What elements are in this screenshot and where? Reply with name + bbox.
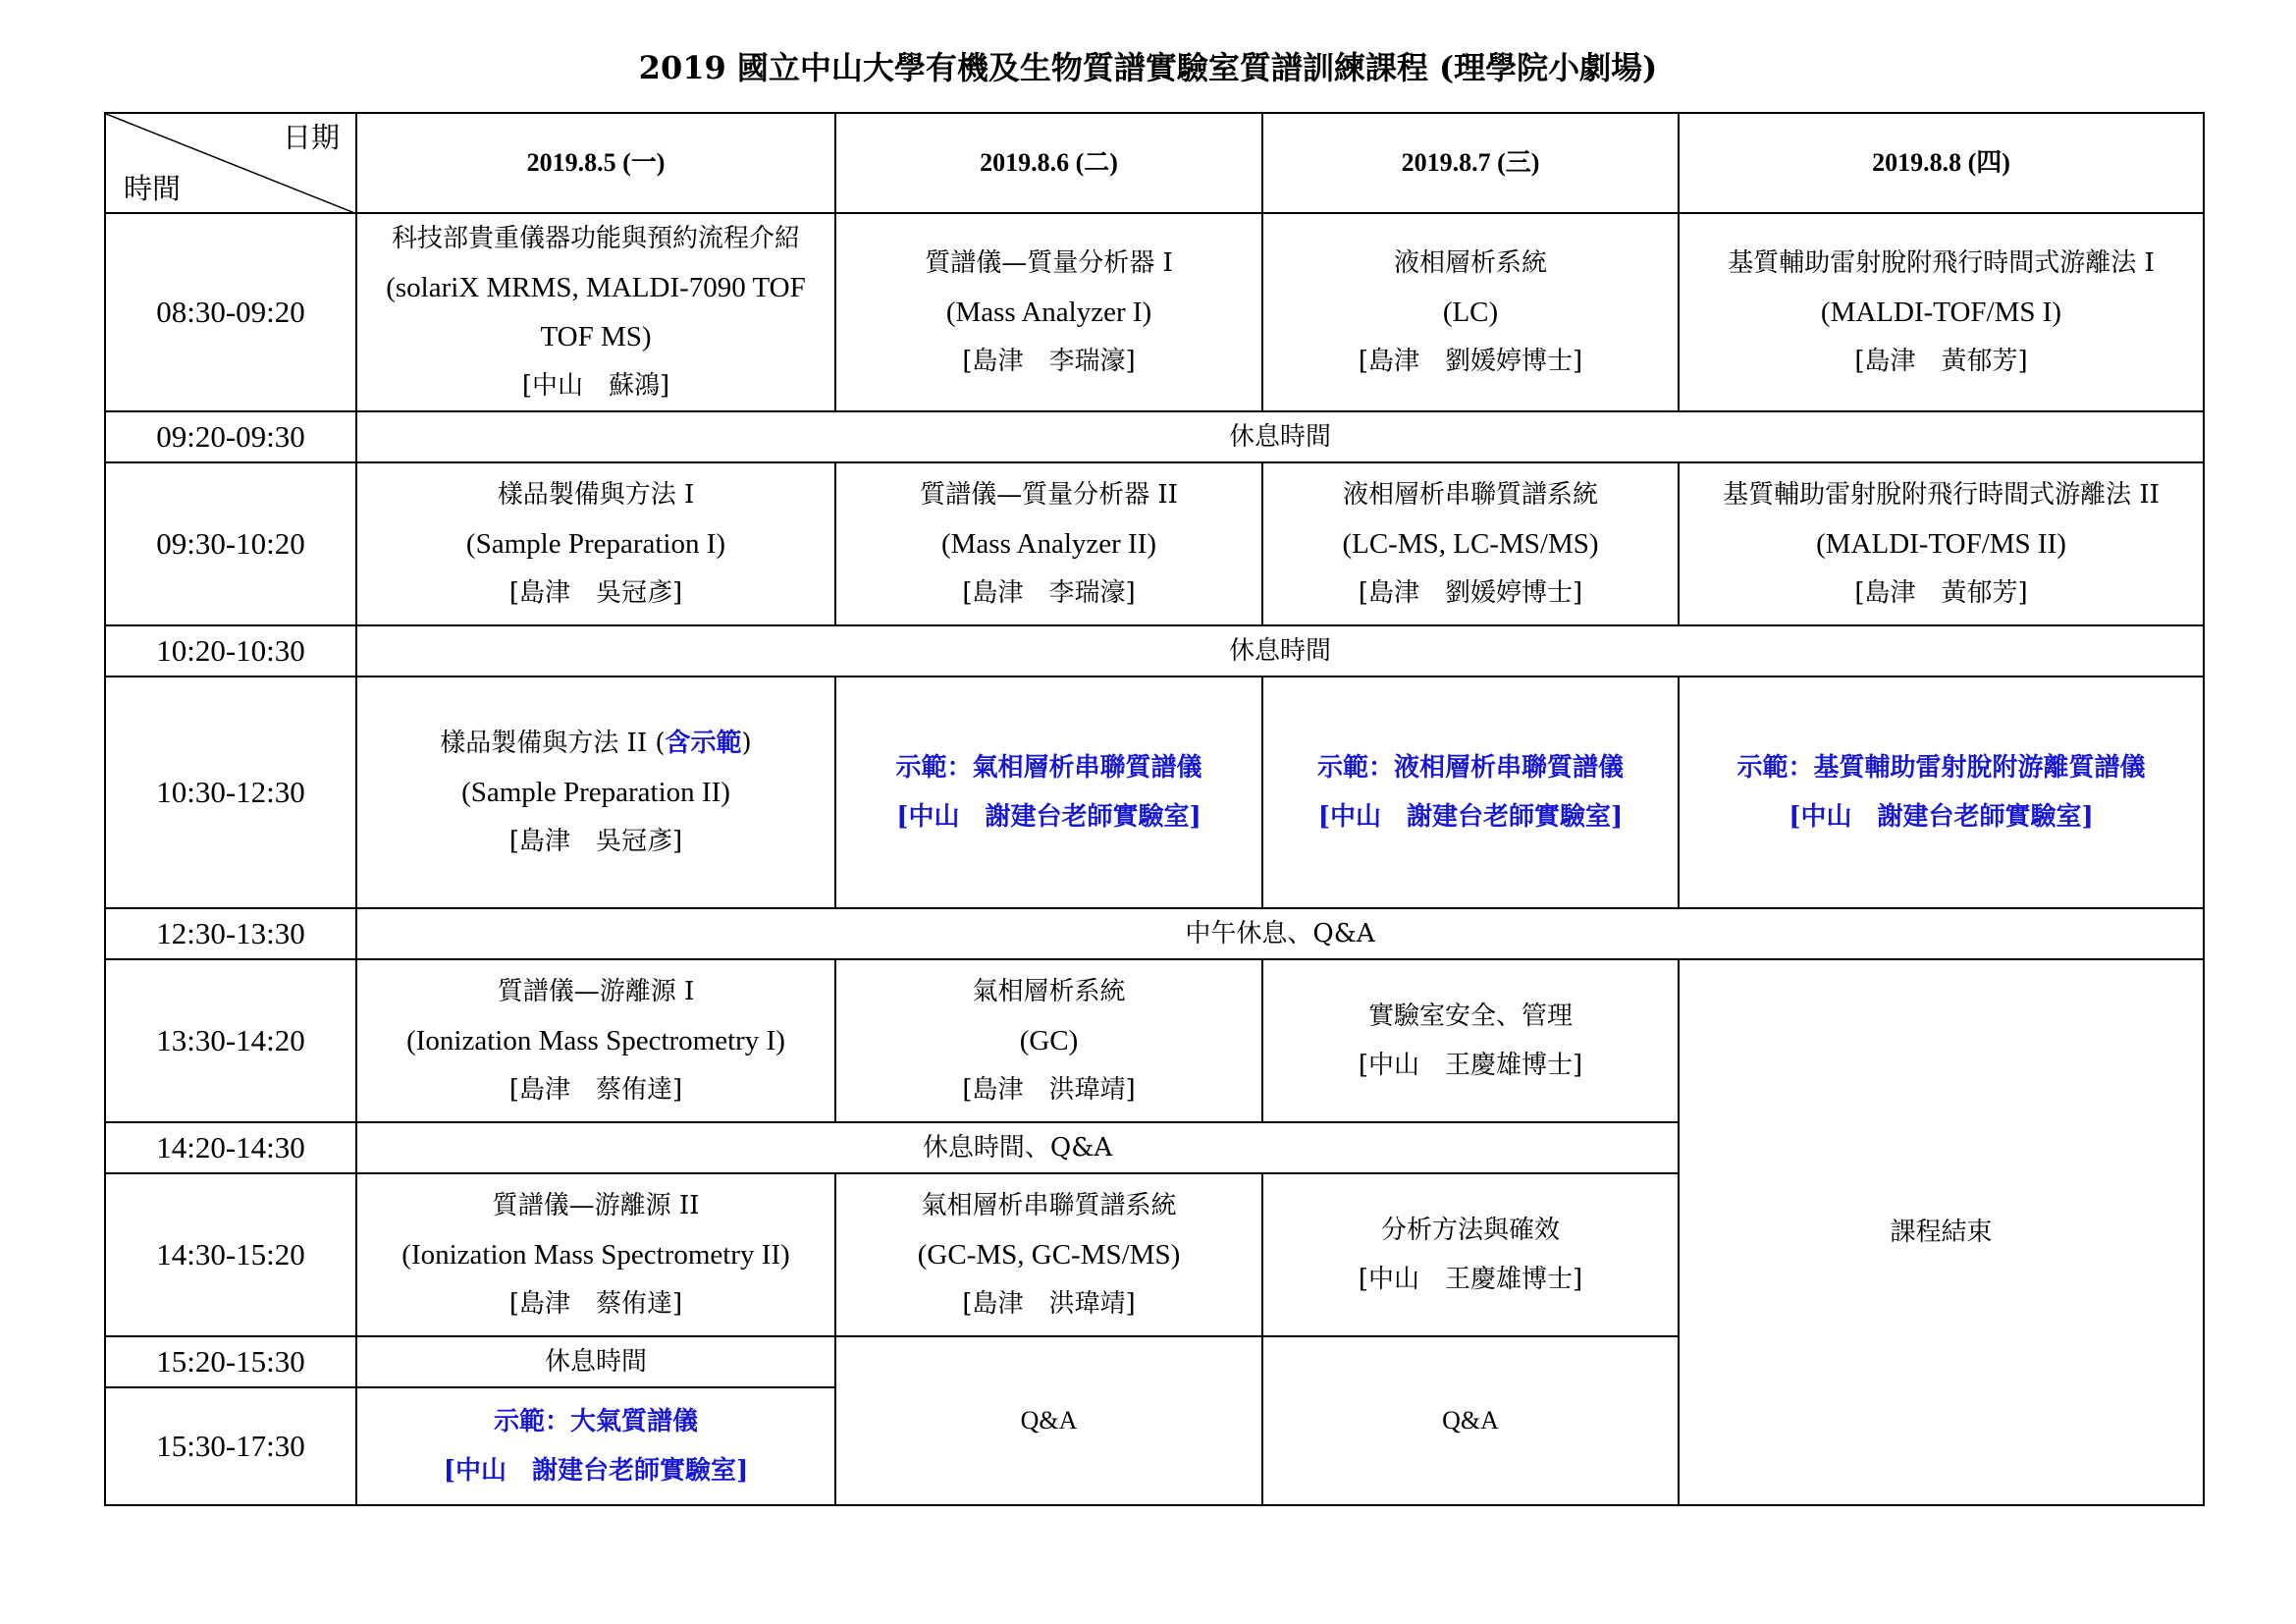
session-cell <box>835 1173 1262 1336</box>
session-cell <box>835 959 1262 1122</box>
time-cell: 10:30-12:30 <box>105 677 356 908</box>
time-cell: 15:20-15:30 <box>105 1336 356 1387</box>
session-cell <box>356 677 835 908</box>
session-cell <box>1262 462 1679 625</box>
course-title: 質譜儀—質量分析器 I <box>925 248 1173 278</box>
time-cell: 09:30-10:20 <box>105 462 356 625</box>
time-cell: 15:30-17:30 <box>105 1387 356 1505</box>
course-title: 實驗室安全、管理 <box>1367 1001 1573 1031</box>
schedule-table <box>104 112 2205 1506</box>
day-header: 2019.8.6 (二) <box>835 113 1262 213</box>
break-cell: 休息時間 <box>356 411 2204 462</box>
qa-cell: Q&A <box>835 1336 1262 1505</box>
course-subtitle: (Mass Analyzer I) <box>945 297 1152 328</box>
course-speaker: [島津 洪瑋靖] <box>962 1289 1136 1319</box>
lunch-cell: 中午休息、Q&A <box>356 908 2204 959</box>
day-header: 2019.8.7 (三) <box>1262 113 1679 213</box>
course-speaker: [島津 黃郁芳] <box>1854 578 2028 608</box>
course-subtitle: (LC-MS, LC-MS/MS) <box>1342 528 1599 560</box>
course-title-suffix: ) <box>741 729 752 758</box>
course-title: 樣品製備與方法 I <box>497 480 695 510</box>
session-cell <box>835 213 1262 411</box>
course-subtitle: (LC) <box>1442 297 1499 328</box>
demo-highlight: 含示範 <box>665 729 742 758</box>
session-cell <box>356 959 835 1122</box>
session-cell <box>356 213 835 411</box>
demo-cell <box>1262 677 1679 908</box>
time-header-label: 時間 <box>124 172 182 205</box>
course-subtitle: (Sample Preparation I) <box>465 528 726 560</box>
course-title: 質譜儀—游離源 I <box>497 977 695 1006</box>
session-cell <box>356 462 835 625</box>
course-subtitle: (Mass Analyzer II) <box>940 528 1157 560</box>
course-title: 基質輔助雷射脫附飛行時間式游離法 II <box>1723 480 2160 510</box>
course-speaker: [島津 李瑞濠] <box>962 578 1136 608</box>
session-cell <box>1262 1173 1679 1336</box>
time-cell: 09:20-09:30 <box>105 411 356 462</box>
break-cell: 休息時間 <box>356 625 2204 677</box>
session-row <box>105 462 2204 625</box>
break-row <box>105 411 2204 462</box>
course-speaker: [中山 蘇鴻] <box>521 371 670 401</box>
demo-cell <box>835 677 1262 908</box>
demo-location: [中山 謝建台老師實驗室] <box>1317 802 1624 832</box>
session-cell <box>356 1173 835 1336</box>
course-speaker: [島津 黃郁芳] <box>1854 347 2028 376</box>
day-header: 2019.8.5 (一) <box>356 113 835 213</box>
course-title: 氣相層析串聯質譜系統 <box>921 1191 1177 1220</box>
break-row <box>105 625 2204 677</box>
break-row <box>105 908 2204 959</box>
course-subtitle: (solariX MRMS, MALDI-7090 TOF <box>386 272 806 303</box>
course-speaker: [島津 蔡侑達] <box>508 1289 683 1319</box>
demo-location: [中山 謝建台老師實驗室] <box>896 802 1201 832</box>
course-speaker: [島津 洪瑋靖] <box>962 1075 1136 1105</box>
time-cell: 08:30-09:20 <box>105 213 356 411</box>
course-title: 質譜儀—質量分析器 II <box>920 480 1178 510</box>
course-title: 質譜儀—游離源 II <box>492 1191 700 1220</box>
time-cell: 13:30-14:20 <box>105 959 356 1122</box>
course-subtitle: (Ionization Mass Spectrometry I) <box>406 1025 785 1056</box>
course-speaker: [中山 王慶雄博士] <box>1358 1265 1583 1294</box>
time-cell: 10:20-10:30 <box>105 625 356 677</box>
time-cell: 14:20-14:30 <box>105 1122 356 1173</box>
demo-location: [中山 謝建台老師實驗室] <box>1789 802 2094 832</box>
session-cell <box>1679 462 2204 625</box>
course-subtitle: (Sample Preparation II) <box>461 777 730 808</box>
course-speaker: [島津 李瑞濠] <box>962 347 1136 376</box>
corner-cell <box>105 113 356 213</box>
course-title: 氣相層析系統 <box>972 977 1126 1006</box>
time-cell: 12:30-13:30 <box>105 908 356 959</box>
demo-title: 示範：液相層析串聯質譜儀 <box>1316 753 1624 783</box>
demo-title: 示範：氣相層析串聯質譜儀 <box>895 753 1202 783</box>
course-subtitle: (Ionization Mass Spectrometry II) <box>401 1239 790 1271</box>
course-speaker: [島津 劉媛婷博士] <box>1358 578 1583 608</box>
course-subtitle: (GC-MS, GC-MS/MS) <box>917 1239 1181 1271</box>
header-row <box>105 113 2204 213</box>
course-speaker: [島津 吳冠彥] <box>508 578 683 608</box>
page-title: 2019 國立中山大學有機及生物質譜實驗室質譜訓練課程 (理學院小劇場) <box>638 49 1658 86</box>
break-cell: 休息時間、Q&A <box>356 1122 1679 1173</box>
course-title-text: 樣品製備與方法 II ( <box>440 729 666 758</box>
date-header-label: 日期 <box>282 121 340 154</box>
session-cell <box>835 462 1262 625</box>
demo-location: [中山 謝建台老師實驗室] <box>443 1456 749 1486</box>
course-title: 科技部貴重儀器功能與預約流程介紹 <box>391 224 800 253</box>
course-subtitle: (MALDI-TOF/MS I) <box>1820 297 2062 328</box>
demo-cell <box>1679 677 2204 908</box>
time-cell: 14:30-15:20 <box>105 1173 356 1336</box>
course-speaker: [島津 劉媛婷博士] <box>1358 347 1583 376</box>
course-end-cell: 課程結束 <box>1679 959 2204 1505</box>
course-speaker: [中山 王慶雄博士] <box>1358 1051 1583 1080</box>
session-row <box>105 213 2204 411</box>
session-cell <box>1262 959 1679 1122</box>
break-cell: 休息時間 <box>356 1336 835 1387</box>
demo-cell <box>356 1387 835 1505</box>
course-speaker: [島津 蔡侑達] <box>508 1075 683 1105</box>
course-subtitle: TOF MS) <box>540 321 652 352</box>
course-title: 液相層析串聯質譜系統 <box>1342 480 1598 510</box>
session-row <box>105 677 2204 908</box>
session-cell <box>1262 213 1679 411</box>
qa-cell: Q&A <box>1262 1336 1679 1505</box>
course-title <box>363 719 828 768</box>
course-title: 液相層析系統 <box>1393 248 1547 278</box>
session-cell <box>1679 213 2204 411</box>
session-row <box>105 959 2204 1122</box>
course-subtitle: (GC) <box>1019 1025 1079 1056</box>
demo-title: 示範：基質輔助雷射脫附游離質譜儀 <box>1736 753 2146 783</box>
demo-title: 示範：大氣質譜儀 <box>493 1407 698 1436</box>
course-subtitle: (MALDI-TOF/MS II) <box>1816 528 2066 560</box>
course-title: 分析方法與確效 <box>1380 1216 1560 1245</box>
course-speaker: [島津 吳冠彥] <box>508 827 683 856</box>
course-title: 基質輔助雷射脫附飛行時間式游離法 I <box>1728 248 2155 278</box>
day-header: 2019.8.8 (四) <box>1679 113 2204 213</box>
